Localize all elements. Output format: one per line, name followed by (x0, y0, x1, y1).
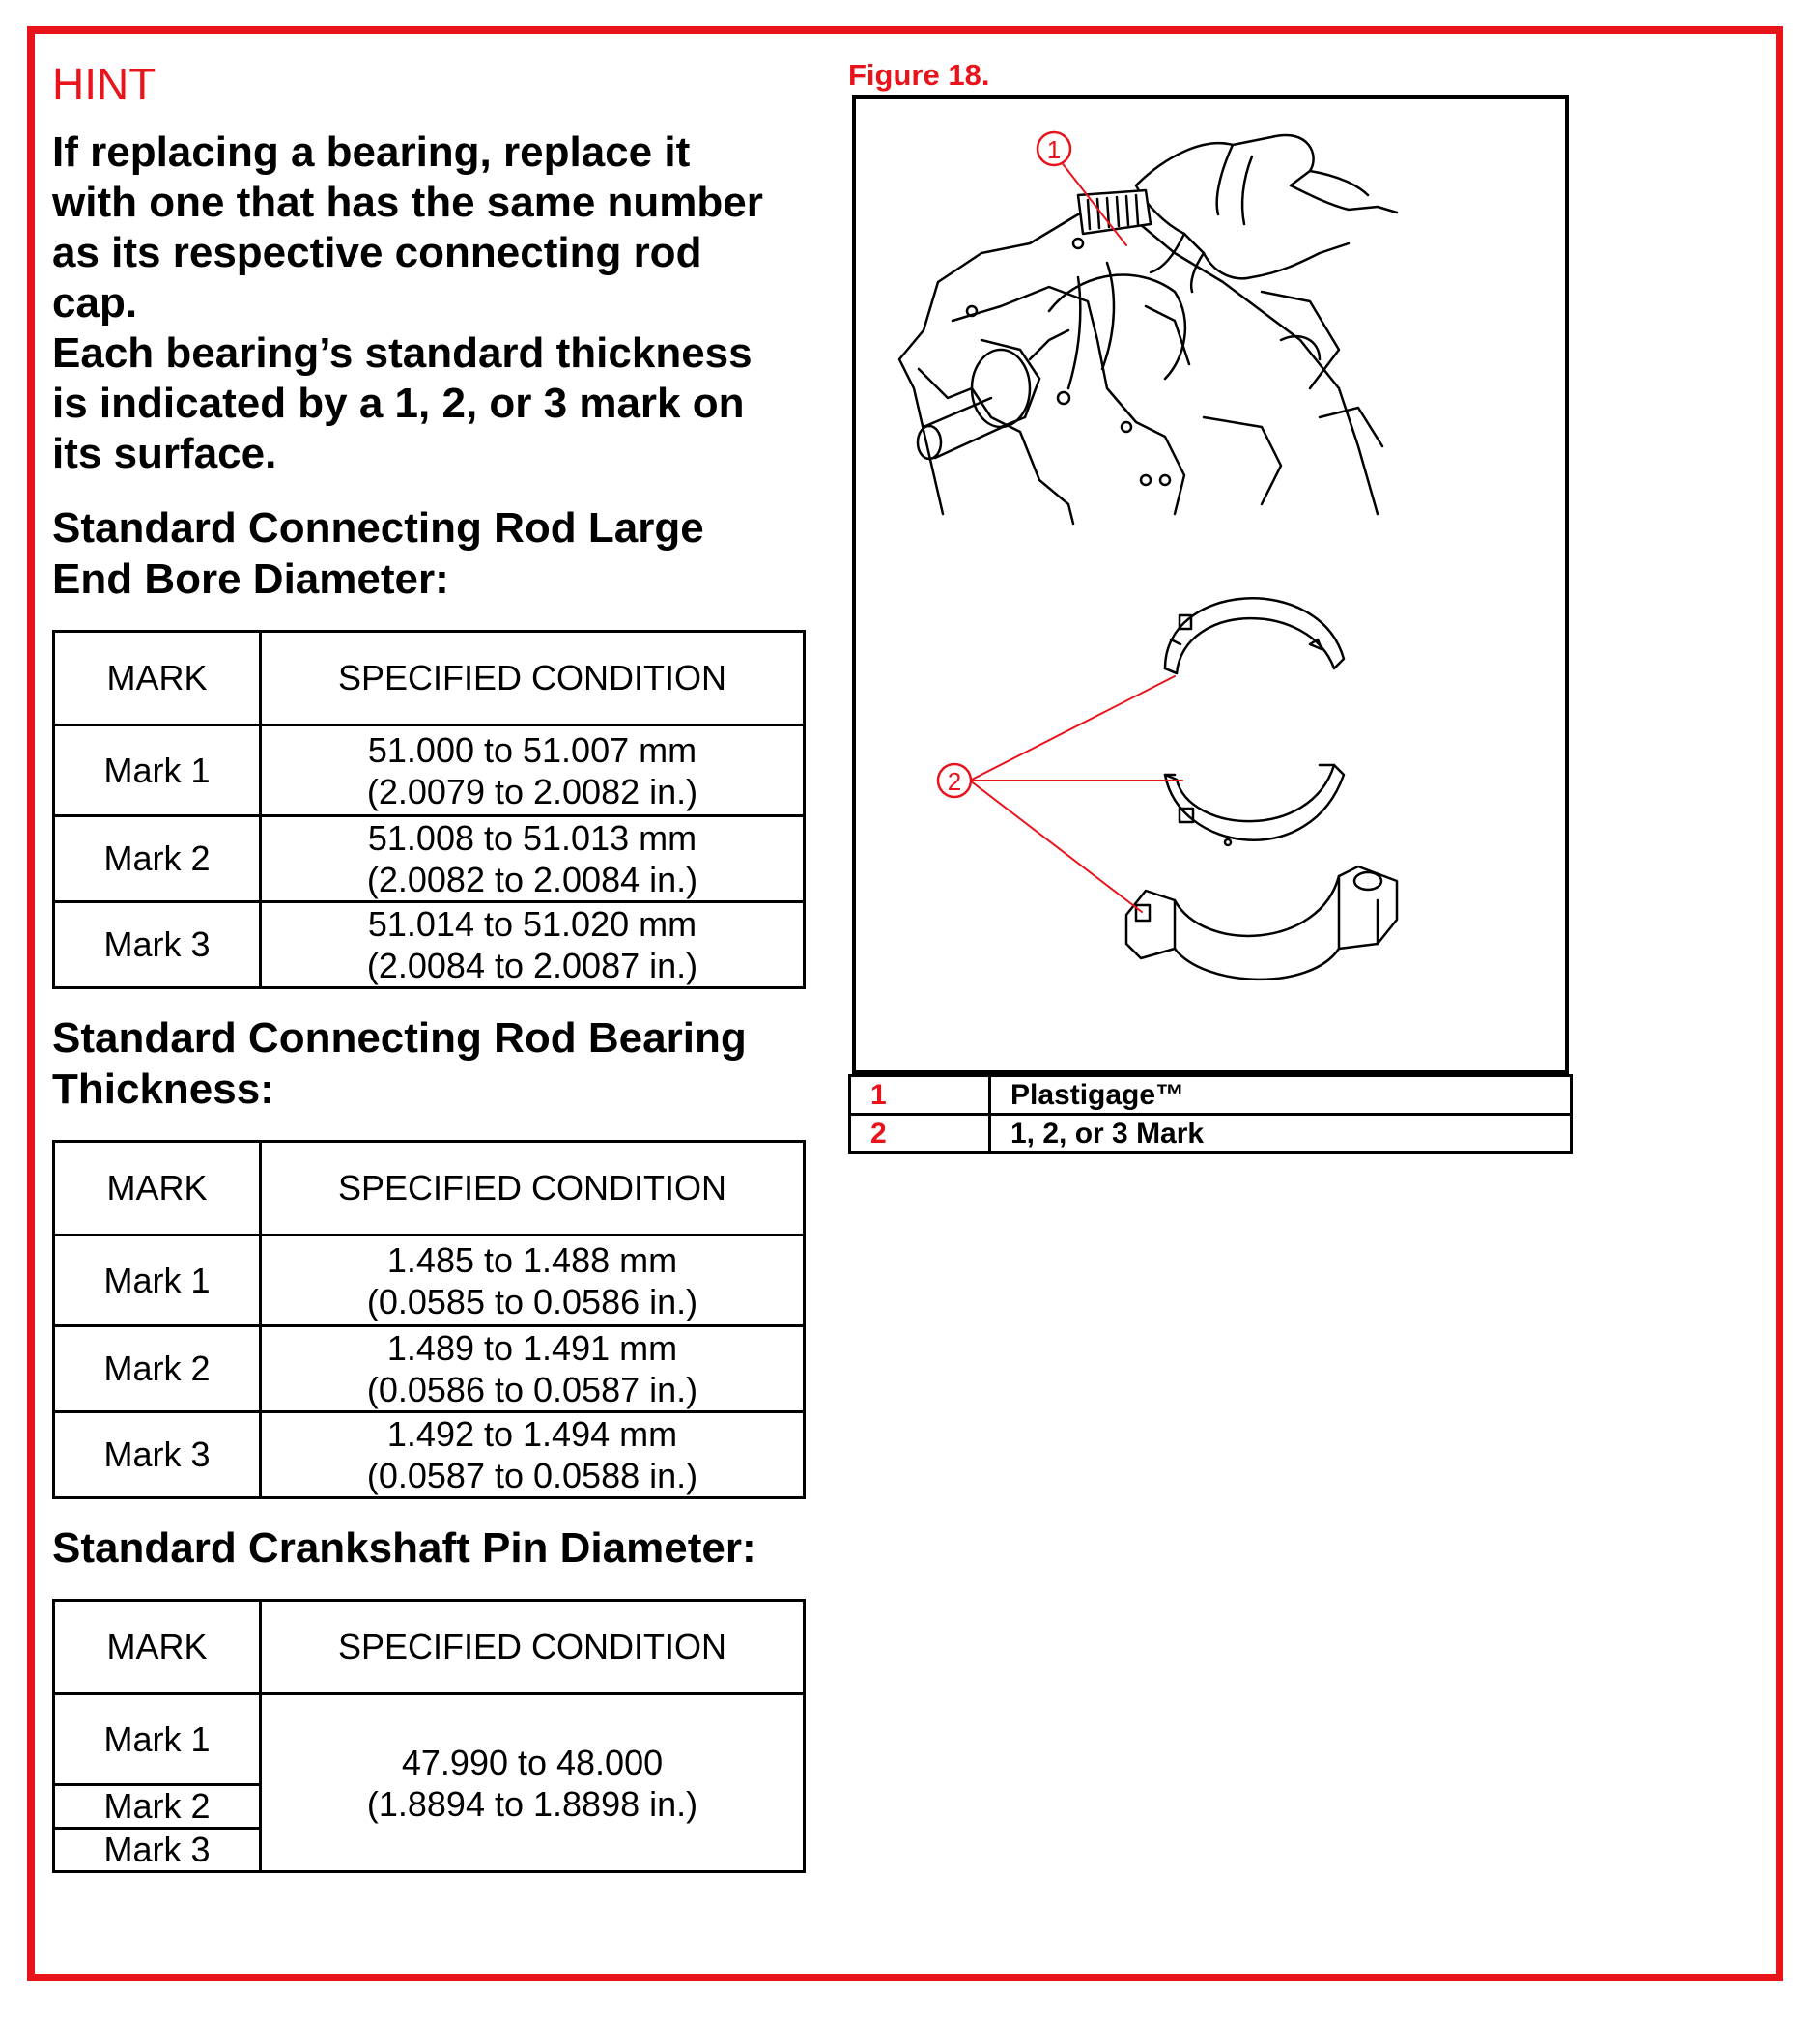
hint-line: Each bearing’s standard thickness (52, 329, 753, 377)
value-line: (0.0585 to 0.0586 in.) (366, 1281, 698, 1321)
mark-cell: Mark 1 (54, 1236, 261, 1326)
hint-line: is indicated by a 1, 2, or 3 mark on (52, 380, 745, 427)
callout-2 (938, 676, 1182, 912)
value-line: (2.0079 to 2.0082 in.) (366, 771, 698, 811)
condition-cell (261, 1326, 805, 1412)
header-condition: SPECIFIED CONDITION (261, 632, 805, 725)
upper-bearing-shell-drawing (1165, 598, 1344, 673)
callout-2-label: 2 (947, 767, 962, 796)
bearing-thickness-table (52, 1140, 806, 1499)
value-line: 47.990 to 48.000 (401, 1742, 664, 1782)
condition-cell (261, 1236, 805, 1326)
section-title-line: End Bore Diameter: (52, 555, 449, 603)
engine-block-drawing (899, 205, 1382, 524)
condition-cell (261, 1694, 805, 1872)
hint-line: its surface. (52, 430, 277, 477)
value-line: (2.0082 to 2.0084 in.) (366, 860, 698, 899)
mark-cell: Mark 1 (54, 725, 261, 816)
crankpin-diameter-title (52, 1522, 815, 1574)
hint-line: with one that has the same number (52, 179, 763, 226)
figure-illustration (852, 95, 1569, 1074)
figure-legend (848, 1074, 1573, 1154)
value-line: 1.489 to 1.491 mm (386, 1328, 678, 1368)
table-row (54, 902, 805, 988)
hint-text (52, 128, 815, 479)
value-line: 51.014 to 51.020 mm (367, 904, 697, 944)
legend-row (850, 1115, 1572, 1153)
section-title-line: Standard Crankshaft Pin Diameter: (52, 1524, 756, 1572)
value-line: (1.8894 to 1.8898 in.) (366, 1783, 698, 1824)
header-mark: MARK (54, 632, 261, 725)
engine-illustration (856, 99, 1565, 1070)
table-header-row (54, 632, 805, 725)
bearing-thickness-title (52, 1012, 815, 1115)
table-header-row (54, 1601, 805, 1694)
condition-cell (261, 725, 805, 816)
section-title-line: Standard Connecting Rod Large (52, 504, 704, 552)
value-line: (0.0587 to 0.0588 in.) (366, 1456, 698, 1495)
mark-cell: Mark 1 (54, 1694, 261, 1785)
legend-number: 2 (850, 1115, 990, 1153)
condition-cell (261, 902, 805, 988)
hint-line: as its respective connecting rod (52, 229, 702, 276)
figure-title: Figure 18. (848, 58, 990, 92)
mark-cell: Mark 3 (54, 1412, 261, 1498)
header-mark: MARK (54, 1601, 261, 1694)
condition-cell (261, 816, 805, 902)
callout-1-label: 1 (1046, 135, 1062, 164)
legend-row (850, 1076, 1572, 1115)
legend-label: Plastigage™ (990, 1076, 1572, 1115)
mark-cell: Mark 3 (54, 902, 261, 988)
value-line: 51.000 to 51.007 mm (367, 729, 697, 770)
table-header-row (54, 1142, 805, 1236)
mark-cell: Mark 2 (54, 1785, 261, 1829)
hint-heading: HINT (52, 59, 156, 109)
section-title-line: Standard Connecting Rod Bearing (52, 1014, 747, 1062)
table-row (54, 1236, 805, 1326)
bore-diameter-table (52, 630, 806, 989)
hint-line: If replacing a bearing, replace it (52, 128, 691, 176)
value-line: 1.485 to 1.488 mm (386, 1239, 678, 1280)
table-row (54, 816, 805, 902)
table-row (54, 1326, 805, 1412)
lower-bearing-shell-drawing (1165, 765, 1344, 845)
hand-drawing (1136, 135, 1397, 292)
mark-cell: Mark 3 (54, 1829, 261, 1872)
crankpin-diameter-table (52, 1599, 806, 1873)
legend-number: 1 (850, 1076, 990, 1115)
header-condition: SPECIFIED CONDITION (261, 1142, 805, 1236)
mark-cell: Mark 2 (54, 816, 261, 902)
table-row (54, 1694, 805, 1785)
value-line: (0.0586 to 0.0587 in.) (366, 1370, 698, 1409)
table-row (54, 1412, 805, 1498)
table-row (54, 725, 805, 816)
legend-label: 1, 2, or 3 Mark (990, 1115, 1572, 1153)
figure-column (848, 58, 1582, 1150)
hint-column (52, 58, 815, 1873)
section-title-line: Thickness: (52, 1065, 274, 1113)
value-line: (2.0084 to 2.0087 in.) (366, 946, 698, 985)
rod-cap-drawing (1126, 866, 1397, 980)
mark-cell: Mark 2 (54, 1326, 261, 1412)
header-mark: MARK (54, 1142, 261, 1236)
header-condition: SPECIFIED CONDITION (261, 1601, 805, 1694)
value-line: 51.008 to 51.013 mm (367, 818, 697, 858)
condition-cell (261, 1412, 805, 1498)
bore-diameter-title (52, 502, 815, 605)
value-line: 1.492 to 1.494 mm (386, 1414, 678, 1454)
hint-line: cap. (52, 279, 138, 327)
